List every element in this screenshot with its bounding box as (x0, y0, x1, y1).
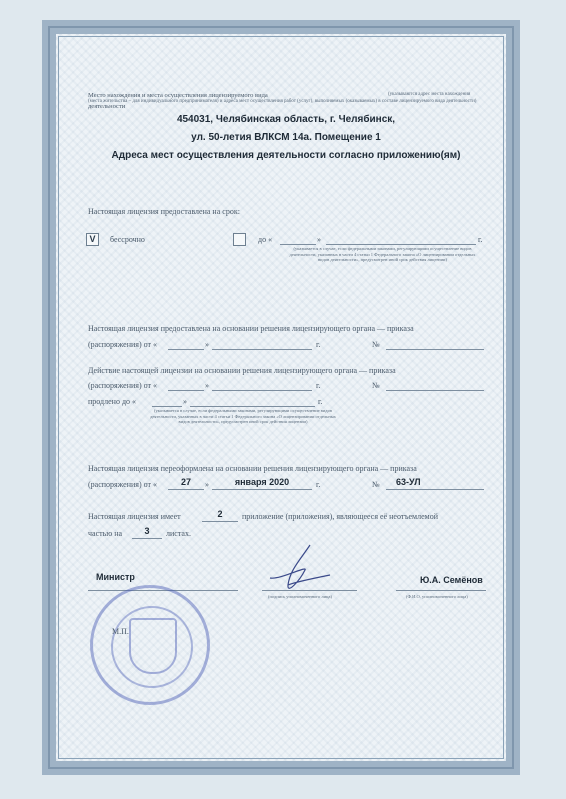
stamp-mp: М.П. (112, 627, 129, 636)
place-note: (места жительства – для индивидуального предпринимателя) и адреса мест осуществления работ (услуг), выполняемых (оказываемых) в составе лицензируемого вида деятельности) (88, 99, 477, 104)
official-seal (90, 585, 210, 705)
signature-scribble (260, 540, 340, 600)
extension-number-line (386, 390, 484, 391)
basis-order-label: (распоряжения) от « (88, 340, 157, 349)
reissue-order-label: (распоряжения) от « (88, 480, 157, 489)
extended-quote-close: » (183, 397, 187, 406)
extension-number-label: № (372, 381, 380, 390)
term-label: Настоящая лицензия предоставлена на срок: (88, 207, 240, 216)
address-line-3: Адреса мест осуществления деятельности согласно приложению(ям) (111, 150, 461, 161)
address-line-2: ул. 50-летия ВЛКСМ 14а. Помещение 1 (191, 132, 381, 143)
signature-line (262, 590, 357, 591)
extension-note: (указывается в случае, если федеральными законами, регулирующими осуществление видов деятельности, указанных в части 4 статьи 1 Федерального закона «О лицензировании отдельных видов деятельности», предусмотрен иной срок действия лицензии) (150, 408, 336, 424)
reissue-year-suffix: г. (316, 480, 321, 489)
appendix-sheets: 3 (144, 526, 150, 536)
reissue-day: 27 (180, 477, 191, 487)
extended-day-line (152, 406, 182, 407)
name-line (396, 590, 486, 591)
reissue-number: 63-УЛ (396, 477, 421, 487)
extension-text: Действие настоящей лицензии на основании решения лицензирующего органа — приказа (88, 366, 396, 375)
appendix-text-4: листах. (166, 529, 191, 538)
address-line-1: 454031, Челябинская область, г. Челябинск, (176, 114, 396, 125)
reissue-text: Настоящая лицензия переоформлена на основании решения лицензирующего органа — приказа (88, 464, 417, 473)
until-quote-close: » (317, 235, 321, 244)
appendix-count: 2 (217, 509, 223, 519)
basis-quote-close: » (205, 340, 209, 349)
basis-number-line (386, 349, 484, 350)
extended-date-line (190, 406, 315, 407)
extension-date-line (212, 390, 312, 391)
until-year-suffix: г. (478, 235, 483, 244)
extension-day-line (168, 390, 204, 391)
reissue-quote-close: » (205, 480, 209, 489)
signer-name: Ю.А. Семёнов (420, 575, 483, 585)
signer-position: Министр (96, 572, 135, 582)
unlimited-checkbox: V (86, 233, 99, 246)
until-checkbox (233, 233, 246, 246)
appendix-text-3: частью на (88, 529, 123, 538)
place-label: Место нахождения и места осуществления лицензируемого вида деятельности (88, 92, 268, 110)
extension-order-label: (распоряжения) от « (88, 381, 157, 390)
extension-quote-close: » (205, 381, 209, 390)
until-note: (указывается в случае, если федеральными законами, регулирующими осуществление видов деятельности, указанных в части 4 статьи 1 Федерального закона «О лицензировании отдельных видов деятельности», предусмотрен иной срок действия лицензии) (289, 246, 476, 262)
basis-year-suffix: г. (316, 340, 321, 349)
place-note-right: (указываются адрес места нахождения (388, 92, 471, 97)
until-date-line (326, 244, 476, 245)
unlimited-label: бессрочно (110, 235, 145, 244)
until-day-line (280, 244, 316, 245)
reissue-number-label: № (372, 480, 380, 489)
basis-day-line (168, 349, 204, 350)
basis-text: Настоящая лицензия предоставлена на основании решения лицензирующего органа — приказа (88, 324, 414, 333)
basis-number-label: № (372, 340, 380, 349)
extension-year-suffix: г. (316, 381, 321, 390)
basis-date-line (212, 349, 312, 350)
name-note: (Ф.И.О. уполномоченного лица) (406, 594, 468, 599)
reissue-month-year: января 2020 (234, 477, 290, 487)
coat-of-arms-icon (129, 618, 177, 674)
appendix-text-2: приложение (приложения), являющееся её неотъемлемой (242, 512, 438, 521)
extended-year-suffix: г. (318, 397, 323, 406)
sign-note: (подпись уполномоченного лица) (268, 594, 332, 599)
appendix-text-1: Настоящая лицензия имеет (88, 512, 181, 521)
extended-label: продлено до « (88, 397, 137, 406)
until-label: до « (258, 235, 273, 244)
